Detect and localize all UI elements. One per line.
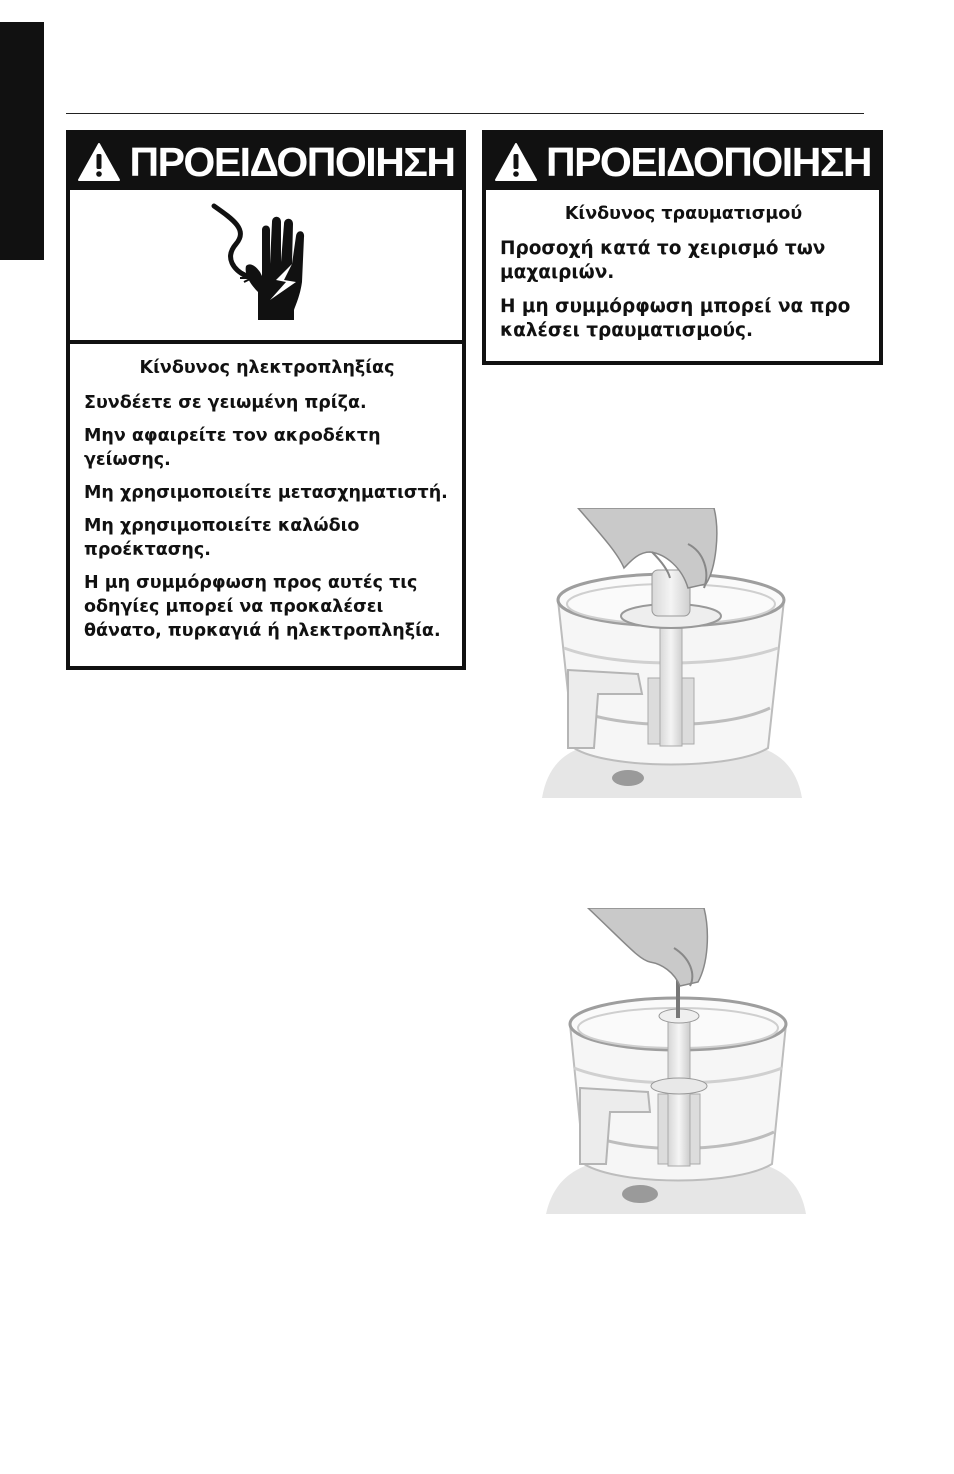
warning-line: Μη χρησιμοποιείτε μετασχηματιστή. xyxy=(84,483,448,503)
warning-triangle-icon xyxy=(77,142,121,182)
warning-header xyxy=(486,134,879,190)
warning-line: Συνδέετε σε γειωμένη πρίζα. xyxy=(84,393,367,413)
pictogram-area xyxy=(70,190,462,344)
warning-subtitle: Κίνδυνος ηλεκτροπληξίας xyxy=(139,358,395,378)
warning-triangle-icon xyxy=(494,142,538,182)
food-processor-bowl-hand-icon xyxy=(538,508,804,798)
warning-line: Η μη συμμόρφωση μπορεί να προ καλέσει τραυματισμούς. xyxy=(500,296,851,341)
shock-hazard-hand-icon xyxy=(206,200,326,330)
section-tab xyxy=(0,22,44,260)
warning-header xyxy=(70,134,462,190)
warning-line: Μη χρησιμοποιείτε καλώδιο προέκτασης. xyxy=(84,516,360,560)
warning-line: Μην αφαιρείτε τον ακροδέκτη γείωσης. xyxy=(84,426,381,470)
injury-warning-box xyxy=(482,130,883,365)
warning-line: Η μη συμμόρφωση προς αυτές τις οδηγίες μπορεί να προκαλέσει θάνατο, πυρκαγιά ή ηλεκτροπληξία. xyxy=(84,573,441,641)
header-rule xyxy=(66,113,864,114)
warning-subtitle: Κίνδυνος τραυματισμού xyxy=(564,204,803,224)
electrical-warning-box xyxy=(66,130,466,670)
food-processor-bowl-stem-icon xyxy=(544,908,808,1214)
warning-line: Προσοχή κατά το χειρισμό των μαχαιριών. xyxy=(500,238,826,283)
warning-title: ΠΡΟΕΙΔΟΠΟΙΗΣΗ xyxy=(129,138,455,185)
warning-title: ΠΡΟΕΙΔΟΠΟΙΗΣΗ xyxy=(545,138,872,185)
